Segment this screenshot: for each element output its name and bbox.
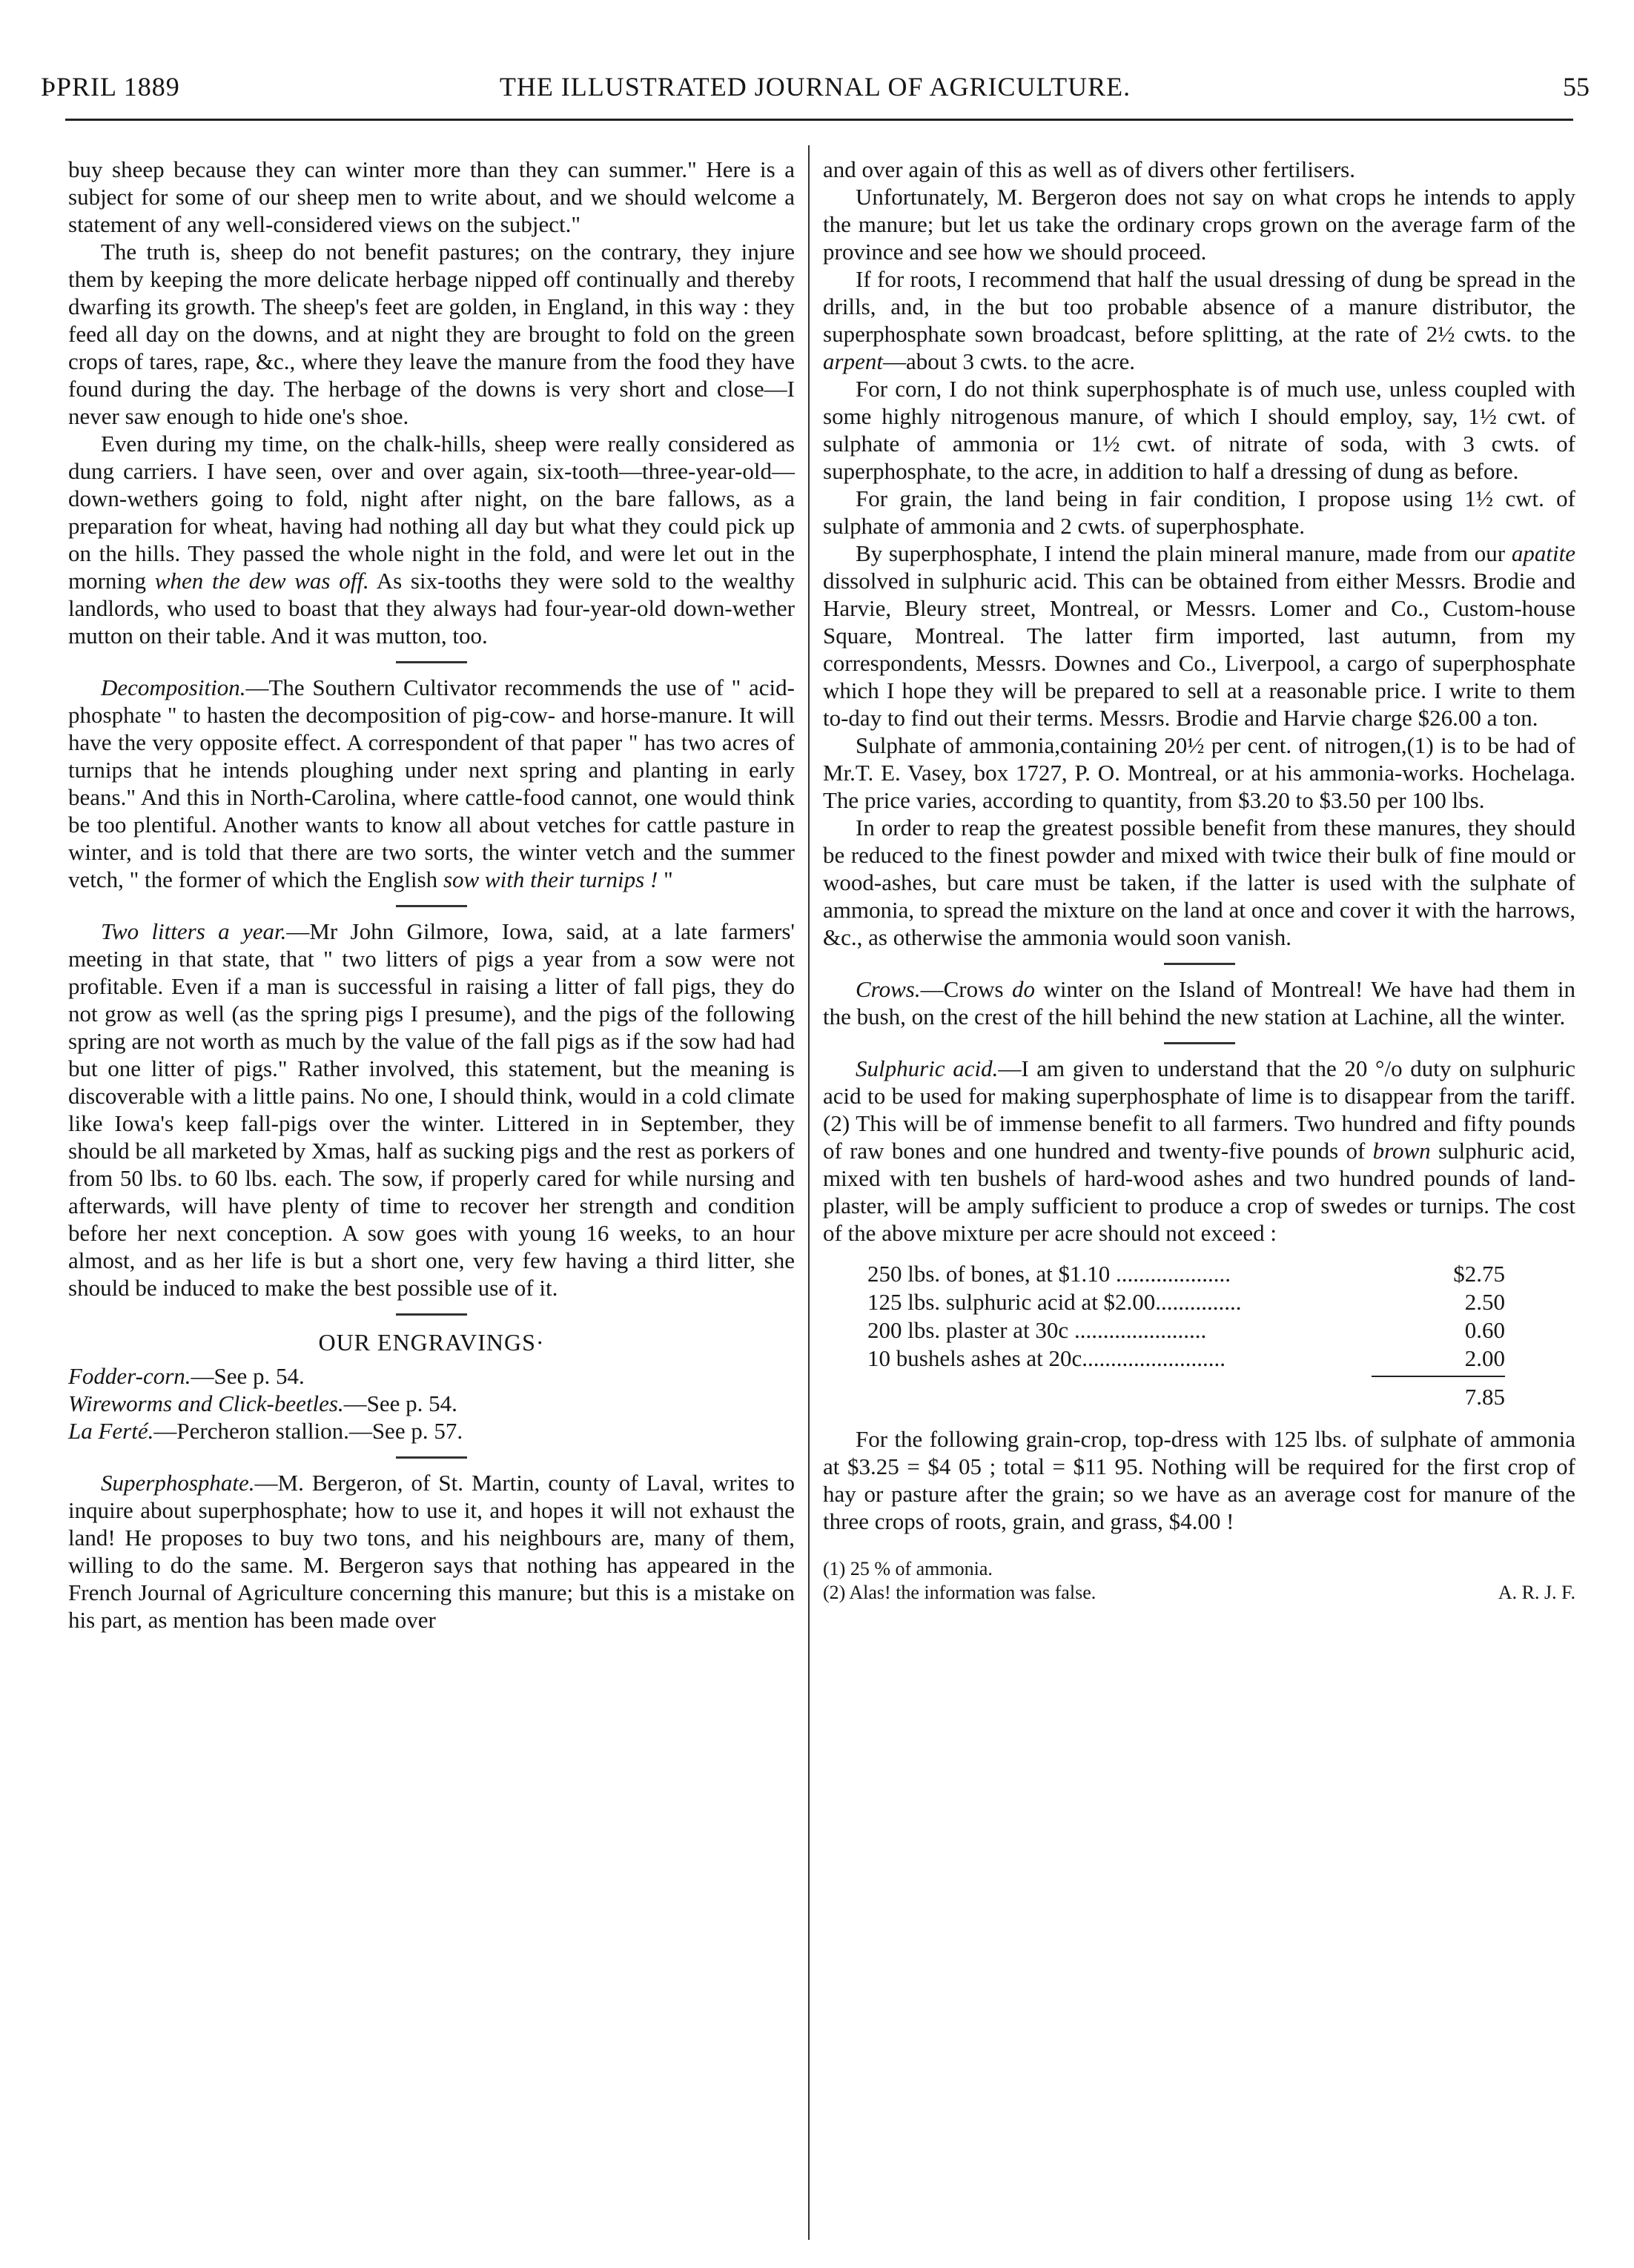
cost-table: [867, 1260, 1505, 1373]
article-title: Decomposition.: [101, 674, 246, 700]
section-separator: [396, 905, 467, 907]
right-column: [823, 156, 1575, 1605]
article-title: Crows.: [856, 976, 921, 1002]
cost-row: 200 lbs. plaster at 30c ....................... 0.60: [867, 1317, 1505, 1343]
paragraph: For grain, the land being in fair condition, I propose using 1½ cwt. of sulphate of ammonia and 2 cwts. of superphosphate.: [823, 485, 1575, 539]
article-superphosphate: Superphosphate.—M. Bergeron, of St. Martin, county of Laval, writes to inquire about superphosphate; how to use it, and hopes it will not exhaust the land! He proposes to buy two tons, and his neighbours are, many of them, willing to do the same. M. Bergeron says that nothing has appeared in the French Journal of Agriculture concerning this manure; but this is a mistake on his part, as mention has been made over: [68, 1470, 795, 1633]
left-column: [68, 156, 795, 1634]
running-header: [41, 70, 1590, 107]
cost-total: 7.85: [1464, 1384, 1505, 1410]
total-rule: [1372, 1376, 1505, 1377]
journal-title: THE ILLUSTRATED JOURNAL OF AGRICULTURE.: [499, 72, 1131, 102]
paragraph: The truth is, sheep do not benefit pastures; on the contrary, they injure them by keeping the more delicate herbage nipped off continually and thereby dwarfing its growth. The sheep's feet are golden, in England, in this way : they feed all day on the downs, and at night they are brought to fold on the green crops of tares, rape, &c., where they leave the manure from the food they have found during the day. The herbage of the downs is very short and close—I never saw enough to hide one's shoe.: [68, 239, 795, 429]
article-crows: Crows.—Crows do winter on the Island of Montreal! We have had them in the bush, on the crest of the hill behind the new station at Lachine, all the winter.: [823, 976, 1575, 1029]
paragraph: Sulphate of ammonia,containing 20½ per cent. of nitrogen,(1) is to be had of Mr.T. E. Vasey, box 1727, P. O. Montreal, or at his ammonia-works. Hochelaga. The price varies, according to quantity, from $3.20 to $3.50 per 100 lbs.: [823, 732, 1575, 813]
engraving-item: Fodder-corn.—See p. 54.: [68, 1363, 305, 1389]
section-separator: [1164, 1042, 1235, 1044]
header-rule: [65, 119, 1573, 121]
section-separator: [396, 661, 467, 663]
engraving-item: La Ferté.—Percheron stallion.—See p. 57.: [68, 1418, 463, 1444]
section-separator: [1164, 963, 1235, 965]
footnotes: [823, 1557, 1575, 1605]
engraving-item: Wireworms and Click-beetles.—See p. 54.: [68, 1390, 457, 1416]
article-two-litters: Two litters a year.—Mr John Gilmore, Iowa, said, at a late farmers' meeting in that state, that " two litters of pigs a year from a sow were not profitable. Even if a man is successful in raising a litter of fall pigs, they do not grow as well (as the spring pigs I presume), and the pigs of the following spring are not worth as much by the value of the fall pigs as if the sow had had but one litter of pigs." Rather involved, this statement, but the meaning is discoverable with a little pains. No one, I should think, would in a cold climate like Iowa's keep fall-pigs over the winter. Littered in in September, they should be all marketed by Xmas, half as sucking pigs and the rest as porkers of from 50 lbs. to 60 lbs. each. The sow, if properly cared for while nursing and afterwards, will have plenty of time to recover her strength and condition before her next conception. A sow goes with young 16 weeks, to an hour almost, and as her life is but a short one, very few having a third litter, she should be induced to make the best possible use of it.: [68, 918, 795, 1301]
paragraph: If for roots, I recommend that half the usual dressing of dung be spread in the drills, and, in the but too probable absence of a manure distributor, the superphosphate sown broadcast, before splitting, at the rate of 2½ cwts. to the arpent—about 3 cwts. to the acre.: [823, 266, 1575, 374]
column-divider: [808, 145, 810, 2240]
cost-row: 125 lbs. sulphuric acid at $2.00............... 2.50: [867, 1289, 1505, 1315]
paragraph: buy sheep because they can winter more than they can summer." Here is a subject for some of our sheep men to write about, and we should welcome a statement of any well-considered views on the subject.": [68, 156, 795, 237]
paragraph: Unfortunately, M. Bergeron does not say on what crops he intends to apply the manure; but let us take the ordinary crops grown on the average farm of the province and see how we should proceed.: [823, 184, 1575, 265]
paragraph: and over again of this as well as of divers other fertilisers.: [823, 156, 1355, 182]
article-title: Two litters a year.: [101, 918, 287, 944]
paragraph: By superphosphate, I intend the plain mineral manure, made from our apatite dissolved in sulphuric acid. This can be obtained from either Messrs. Brodie and Harvie, Bleury street, Montreal, or Messrs. Lomer and Co., Custom-house Square, Montreal. The latter firm imported, last autumn, from my correspondents, Messrs. Downes and Co., Liverpool, a cargo of superphosphate which I hope they will be prepared to sell at a reasonable price. I write to them to-day to find out their terms. Messrs. Brodie and Harvie charge $26.00 a ton.: [823, 540, 1575, 731]
article-decomposition: Decomposition.—The Southern Cultivator recommends the use of " acid-phosphate " to hasten the decomposition of pig-cow- and horse-manure. It will have the very opposite effect. A correspondent of that paper " has two acres of turnips that he intends ploughing under next spring and planting in early beans." And this in North-Carolina, where cattle-food cannot, one would think be too plentiful. Another wants to know all about vetches for cattle pasture in winter, and is told that there are two sorts, the winter vetch and the summer vetch, " the former of which the English sow with their turnips ! ": [68, 674, 795, 892]
article-title: Superphosphate.: [101, 1470, 255, 1496]
paragraph: Even during my time, on the chalk-hills, sheep were really considered as dung carriers. I have seen, over and over again, six-tooth—three-year-old—down-wethers going to fold, night after night, on the bare fallows, as a preparation for wheat, having had nothing all day but what they could pick up on the hills. They passed the whole night in the fold, and were let out in the morning when the dew was off. As six-tooths they were sold to the wealthy landlords, who used to boast that they always had four-year-old down-wether mutton on their table. And it was mutton, too.: [68, 431, 795, 649]
footnote: (1) 25 % of ammonia.: [823, 1558, 993, 1579]
header-date: ÞPRIL 1889: [41, 72, 180, 102]
section-separator: [396, 1313, 467, 1316]
paragraph: For corn, I do not think superphosphate is of much use, unless coupled with some highly nitrogenous manure, of which I should employ, say, 1½ cwt. of sulphate of ammonia or 1½ cwt. of nitrate of soda, with 3 cwts. of superphosphate, to the acre, in addition to half a dressing of dung as before.: [823, 376, 1575, 484]
cost-row: 10 bushels ashes at 20c......................... 2.00: [867, 1345, 1505, 1371]
author-signature: A. R. J. F.: [1498, 1582, 1575, 1603]
page-number: 55: [1563, 72, 1590, 102]
paragraph: In order to reap the greatest possible benefit from these manures, they should be reduced to the finest powder and mixed with twice their bulk of fine mould or wood-ashes, but care must be taken, if the latter is used with the sulphate of ammonia, to spread the mixture on the land at once and cover it with the harrows, &c., as otherwise the ammonia would soon vanish.: [823, 815, 1575, 950]
engravings-heading: OUR ENGRAVINGS·: [318, 1329, 545, 1356]
article-sulphuric-acid: Sulphuric acid.—I am given to understand that the 20 °/o duty on sulphuric acid to be used for making superphosphate of lime is to disappear from the tariff. (2) This will be of immense benefit to all farmers. Two hundred and fifty pounds of raw bones and one hundred and twenty-five pounds of brown sulphuric acid, mixed with ten bushels of hard-wood ashes and two hundred pounds of land-plaster, will be amply sufficient to produce a crop of swedes or turnips. The cost of the above mixture per acre should not exceed :: [823, 1055, 1575, 1246]
cost-row: 250 lbs. of bones, at $1.10 .................... $2.75: [867, 1261, 1505, 1287]
footnote: (2) Alas! the information was false.: [823, 1582, 1096, 1603]
section-separator: [396, 1456, 467, 1459]
article-title: Sulphuric acid.: [856, 1055, 999, 1081]
paragraph: For the following grain-crop, top-dress with 125 lbs. of sulphate of ammonia at $3.25 = $4 05 ; total = $11 95. Nothing will be required for the first crop of hay or pasture after the grain; so we have as an average cost for manure of the three crops of roots, grain, and grass, $4.00 !: [823, 1426, 1575, 1534]
